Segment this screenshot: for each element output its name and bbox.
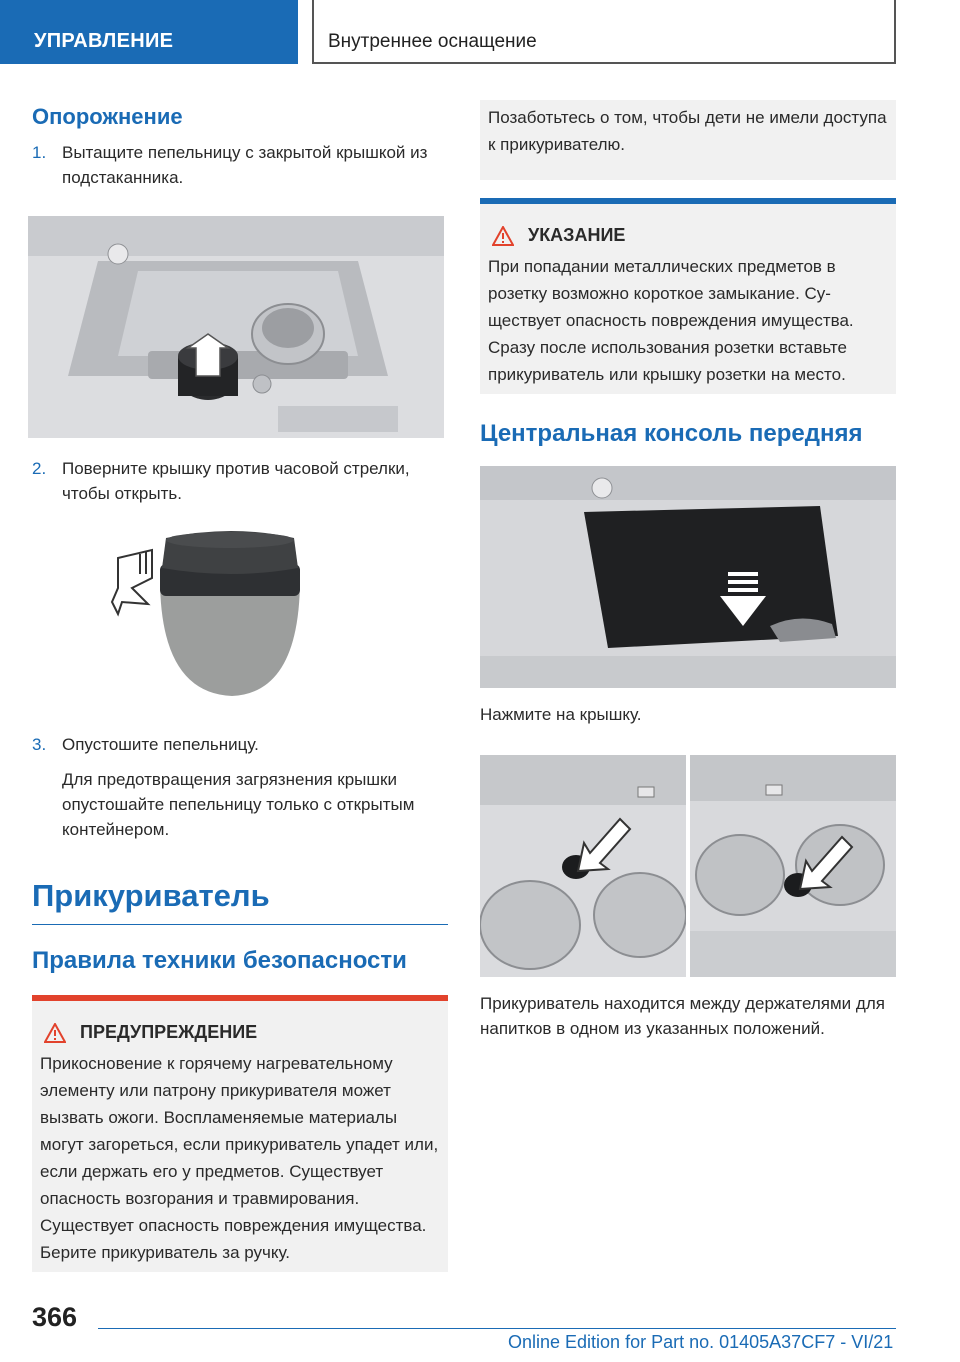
notice-title: УКАЗАНИЕ [528, 225, 626, 245]
lighter-position-b-image [690, 755, 896, 977]
console-heading: Центральная консоль передняя [480, 420, 863, 447]
chapter-title: Внутреннее оснащение [328, 31, 537, 52]
step-3 [32, 732, 448, 757]
ashtray-cupholder-image [28, 216, 444, 438]
notice-body [480, 204, 896, 394]
right-column [480, 100, 896, 1041]
press-cover-text: Нажмите на крышку. [480, 705, 642, 724]
step-text: Поверните крышку против часовой стрелки, чтобы открыть. [62, 459, 410, 503]
step-number: 3. [32, 735, 47, 754]
children-note: Позаботьтесь о том, чтобы дети не имели доступа к прикуривателю. [488, 108, 887, 154]
notice-box [480, 198, 896, 394]
edition-footer: Online Edition for Part no. 01405A37CF7 - VI/21 [508, 1332, 894, 1352]
footer-rule [98, 1328, 896, 1329]
step-text: Опустошите пепельницу. [62, 735, 259, 754]
emptying-heading: Опорожнение [32, 104, 183, 129]
lighter-location-text: Прикуриватель находится между держателями для напитков в одном из указанных положений. [480, 994, 885, 1038]
warning-body [32, 1001, 448, 1272]
safety-heading: Правила техники безопасности [32, 947, 407, 974]
left-column [32, 100, 448, 1272]
step-number: 2. [32, 459, 47, 478]
warning-title-row [44, 1019, 440, 1046]
lighter-position-a-image [480, 755, 686, 977]
section-title: УПРАВЛЕНИЕ [34, 30, 174, 52]
step-text: Вытащите пепельницу с закрытой крышкой из подстаканника. [62, 143, 428, 187]
ashtray-rotate-image [32, 518, 448, 718]
warning-title: ПРЕДУПРЕЖДЕНИЕ [80, 1022, 258, 1042]
warning-text: Прикосновение к горячему нагревательному элементу или патрону прикуривателя может вызвать ожоги. Воспламеняемые материалы могут загореться, если прикуриватель упадет или, если держать его у предметов. Существует опасность возгорания и травмирования. Существует опасность повреждения имущества. Берите прикуриватель за ручку. [40, 1054, 439, 1262]
notice-text: При попадании металлических предметов в розетку возможно короткое замыкание. Существует опасность повреждения имущества. Сразу после использования розетки вставьте прикуриватель или крышку розетки на место. [488, 257, 854, 384]
step-1 [32, 140, 448, 190]
heading-rule [32, 924, 448, 925]
notice-triangle-icon [492, 226, 514, 246]
children-note-box [480, 100, 896, 180]
lighter-heading: Прикуриватель [32, 878, 270, 913]
step-3-note: Для предотвращения загрязнения крышки опустошайте пепельницу только с открытым контейнером. [62, 770, 415, 839]
lighter-positions-images [480, 755, 896, 977]
step-number: 1. [32, 143, 47, 162]
console-cover-image [480, 466, 896, 688]
notice-title-row [492, 222, 888, 249]
warning-triangle-icon [44, 1023, 66, 1043]
step-2 [32, 456, 448, 506]
warning-box [32, 995, 448, 1272]
section-tab [0, 0, 298, 64]
chapter-tab [312, 0, 896, 64]
page-number: 366 [32, 1302, 78, 1332]
